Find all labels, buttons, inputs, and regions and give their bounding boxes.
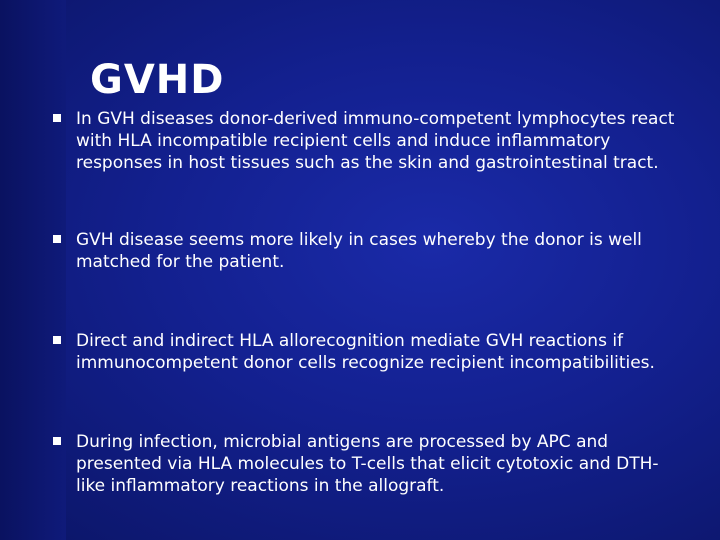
left-decorative-band [0,0,66,540]
bullet-text: During infection, microbial antigens are processed by APC and presented via HLA molecules to T-cells that elicit cytotoxic and DTH-like inflammatory reactions in the allograft. [76,432,659,496]
square-bullet-icon [53,437,61,445]
square-bullet-icon [53,114,61,122]
bullet-text: GVH disease seems more likely in cases whereby the donor is well matched for the patient. [76,230,642,272]
slide-title: GVHD [90,57,225,103]
bullet-text: Direct and indirect HLA allorecognition mediate GVH reactions if immunocompetent donor cells recognize recipient incompatibilities. [76,331,655,373]
square-bullet-icon [53,235,61,243]
square-bullet-icon [53,336,61,344]
bullet-text: In GVH diseases donor-derived immuno-competent lymphocytes react with HLA incompatible recipient cells and induce inflammatory responses in host tissues such as the skin and gastrointestinal tract. [76,109,675,173]
